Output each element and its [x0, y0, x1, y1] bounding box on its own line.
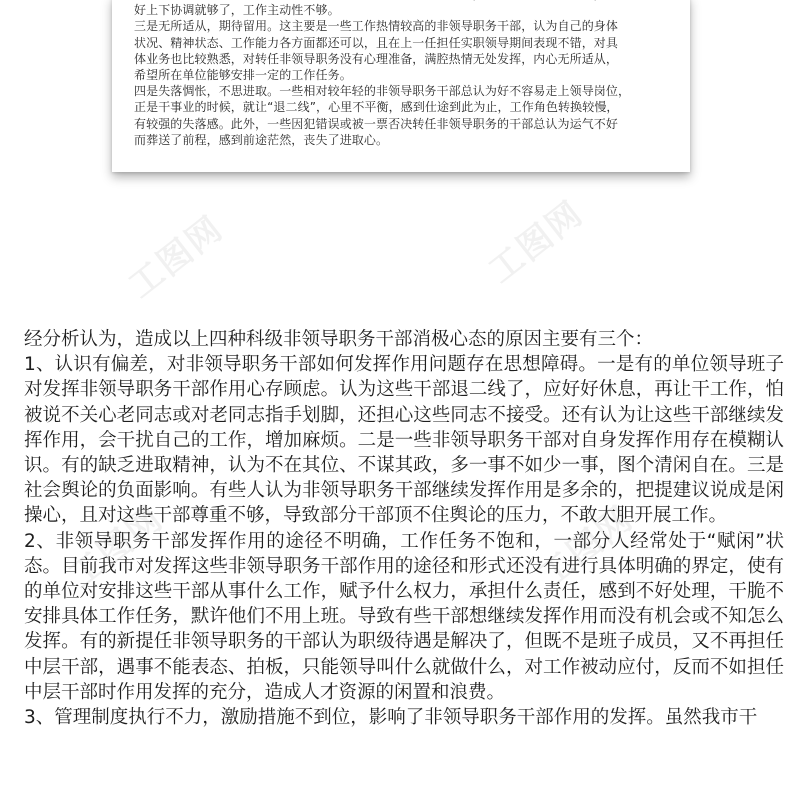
intro-paragraph: 经分析认为，造成以上四种科级非领导职务干部消极心态的原因主要有三个： — [24, 329, 654, 350]
quote-line: 三是无所适从，期待留用。这主要是一些工作热情较高的非领导职务干部，认为自己的身体 — [134, 19, 619, 34]
quote-line: 正是干事业的时候，就让“退二线”，心里不平衡，感到仕途到此为止，工作角色转换较慢， — [134, 100, 619, 115]
quote-line: 而葬送了前程，感到前途茫然，丧失了进取心。 — [134, 132, 389, 147]
article-body — [24, 327, 784, 730]
quote-line: 希望所在单位能够安排一定的工作任务。 — [134, 68, 352, 83]
quote-line: 四是失落惆怅，不思进取。一些相对较年轻的非领导职务干部总认为好不容易走上领导岗位， — [134, 84, 631, 99]
watermark: 工图网 — [531, 498, 642, 597]
quote-line: 状况、精神状态、工作能力各方面都还可以，且在上一任担任实职领导期间表现不错，对具 — [134, 35, 619, 50]
watermark: 工图网 — [61, 498, 172, 597]
watermark: 工图网 — [121, 208, 232, 307]
quote-card-image — [112, 0, 690, 172]
watermark: 工图网 — [481, 193, 592, 292]
reason-paragraph-1: 1、认识有偏差，对非领导职务干部如何发挥作用问题存在思想障碍。一是有的单位领导班子对发挥非领导职务干部作用心存顾虑。认为这些干部退二线了，应好好休息，再让干工作，怕被说不关心老同志或对老同志指手划脚，还担心这些同志不接受。还有认为让这些干部继续发挥作用，会干扰自己的工作，增加麻烦。二是一些非领导职务干部对自身发挥作用存在模糊认识。有的缺乏进取精神，认为不在其位、不谋其政，多一事不如少一事，图个清闲自在。三是社会舆论的负面影响。有些人认为非领导职务干部继续发挥作用是多余的，把提建议说成是闲操心，且对这些干部尊重不够，导致部分干部顶不住舆论的压力，不敢大胆开展工作。 — [24, 354, 784, 527]
reason-paragraph-2: 2、非领导职务干部发挥作用的途径不明确，工作任务不饱和，一部分人经常处于“赋闲”状态。目前我市对发挥这些非领导职务干部作用的途径和形式还没有进行具体明确的界定，使有的单位对安排这些干部从事什么工作，赋予什么权力，承担什么责任，感到不好处理，干脆不安排具体工作任务，默许他们不用上班。导致有些干部想继续发挥作用而没有机会或不知怎么发挥。有的新提任非领导职务的干部认为职级待遇是解决了，但既不是班子成员，又不再担任中层干部，遇事不能表态、拍板，只能领导叫什么就做什么，对工作被动应付，反而不如担任中层干部时作用发挥的充分，造成人才资源的闲置和浪费。 — [24, 530, 784, 703]
reason-paragraph-3: 3、管理制度执行不力，激励措施不到位，影响了非领导职务干部作用的发挥。虽然我市干 — [24, 707, 758, 729]
quote-line: 好上下协调就够了，工作主动性不够。 — [134, 3, 340, 18]
quote-line: 有较强的失落感。此外，一些因犯错误或被一票否决转任非领导职务的干部总认为运气不好 — [134, 116, 619, 131]
quote-card-text — [134, 0, 674, 148]
quote-line: 体业务也比较熟悉，对转任非领导职务没有心理准备，满腔热情无处发挥，内心无所适从， — [134, 51, 619, 66]
